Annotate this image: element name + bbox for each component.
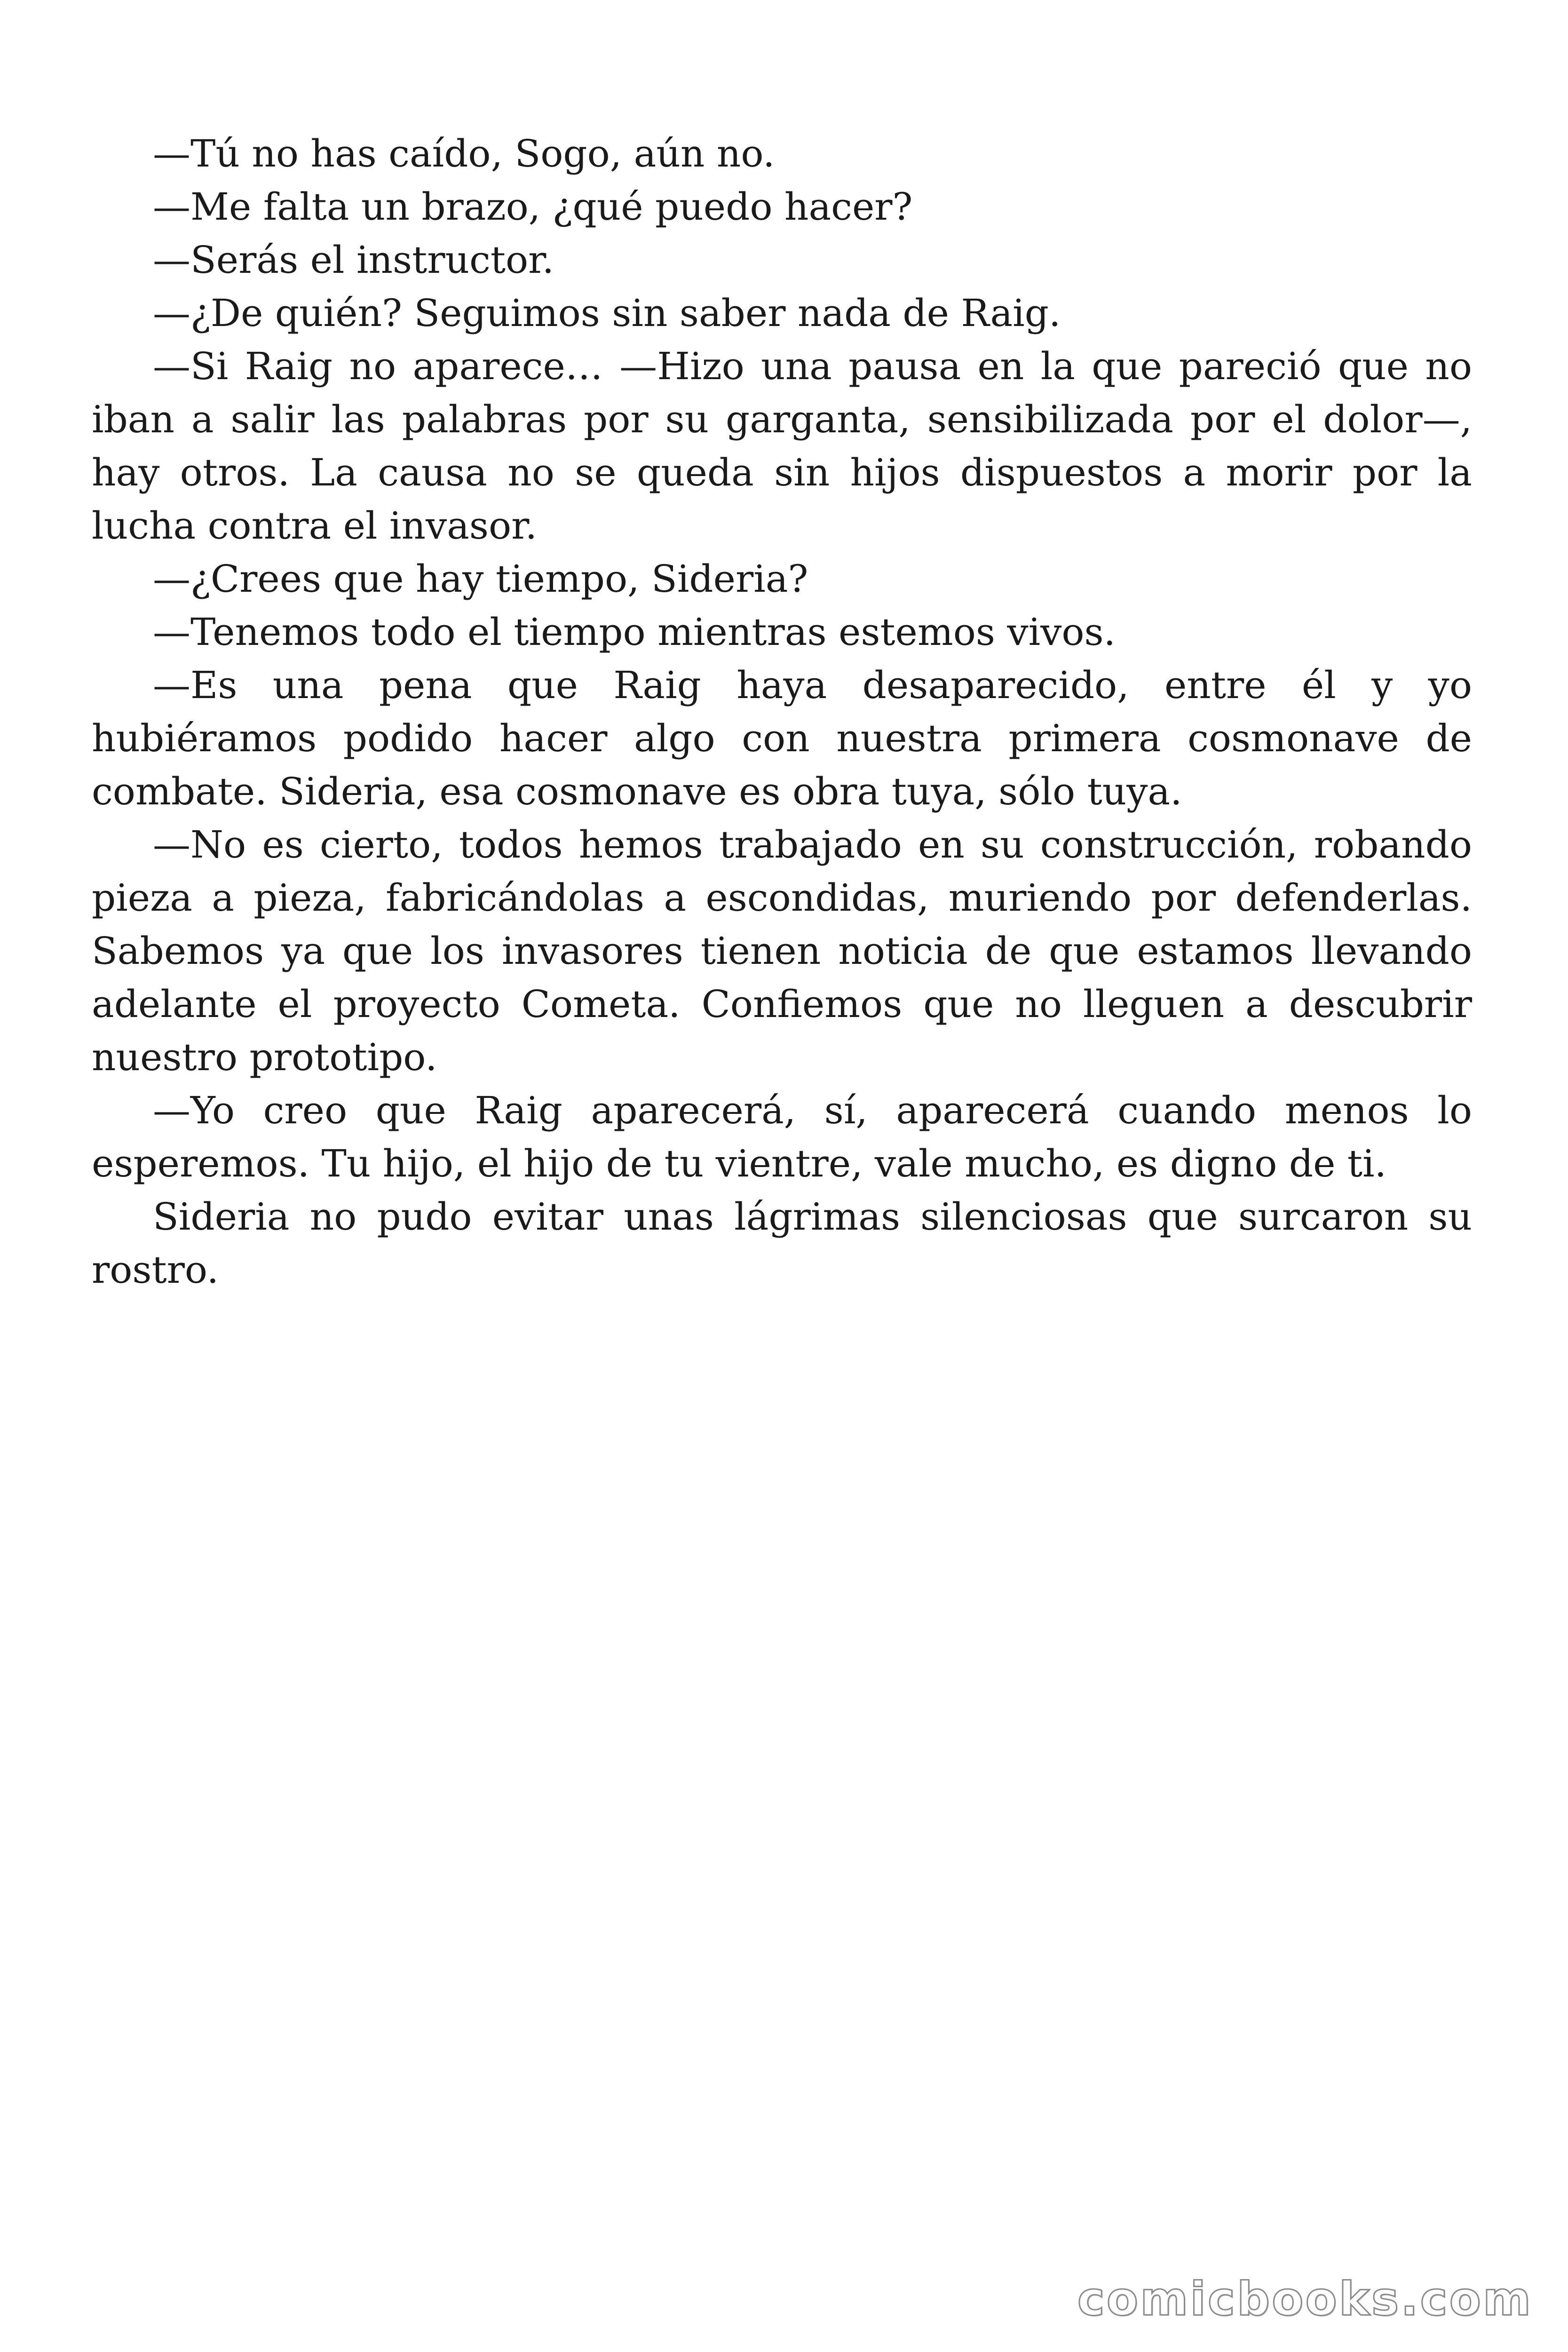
paragraph: —Me falta un brazo, ¿qué puedo hacer? bbox=[153, 185, 913, 229]
paragraph: —Es una pena que Raig haya desaparecido, entre él y yo hubiéramos podido hacer algo con nuestra primera cosmonave de combate. Sideria, esa cosmonave es obra tuya, sólo tuya. bbox=[92, 663, 1472, 813]
watermark-logo: comicbooks.com bbox=[1077, 2273, 1533, 2326]
paragraph: —¿Crees que hay tiempo, Sideria? bbox=[153, 557, 808, 601]
paragraph: —Serás el instructor. bbox=[153, 238, 554, 282]
paragraph: —Tenemos todo el tiempo mientras estemos vivos. bbox=[153, 610, 1116, 654]
paragraph: Sideria no pudo evitar unas lágrimas silenciosas que surcaron su rostro. bbox=[92, 1195, 1472, 1292]
body-text bbox=[92, 127, 1472, 1296]
paragraph: —No es cierto, todos hemos trabajado en su construcción, robando pieza a pieza, fabricándolas a escondidas, muriendo por defenderlas. Sabemos ya que los invasores tienen noticia de que estamos llevando adelante el proyecto Cometa. Confiemos que no lleguen a descubrir nuestro prototipo. bbox=[92, 823, 1472, 1079]
paragraph: —¿De quién? Seguimos sin saber nada de Raig. bbox=[153, 291, 1061, 335]
paragraph: —Tú no has caído, Sogo, aún no. bbox=[153, 132, 775, 175]
paragraph: —Yo creo que Raig aparecerá, sí, aparecerá cuando menos lo esperemos. Tu hijo, el hijo de tu vientre, vale mucho, es digno de ti. bbox=[92, 1089, 1472, 1185]
paragraph: —Si Raig no aparece… —Hizo una pausa en la que pareció que no iban a salir las palabras por su garganta, sensibilizada por el dolor—, hay otros. La causa no se queda sin hijos dispuestos a morir por la lucha contra el invasor. bbox=[92, 344, 1472, 548]
